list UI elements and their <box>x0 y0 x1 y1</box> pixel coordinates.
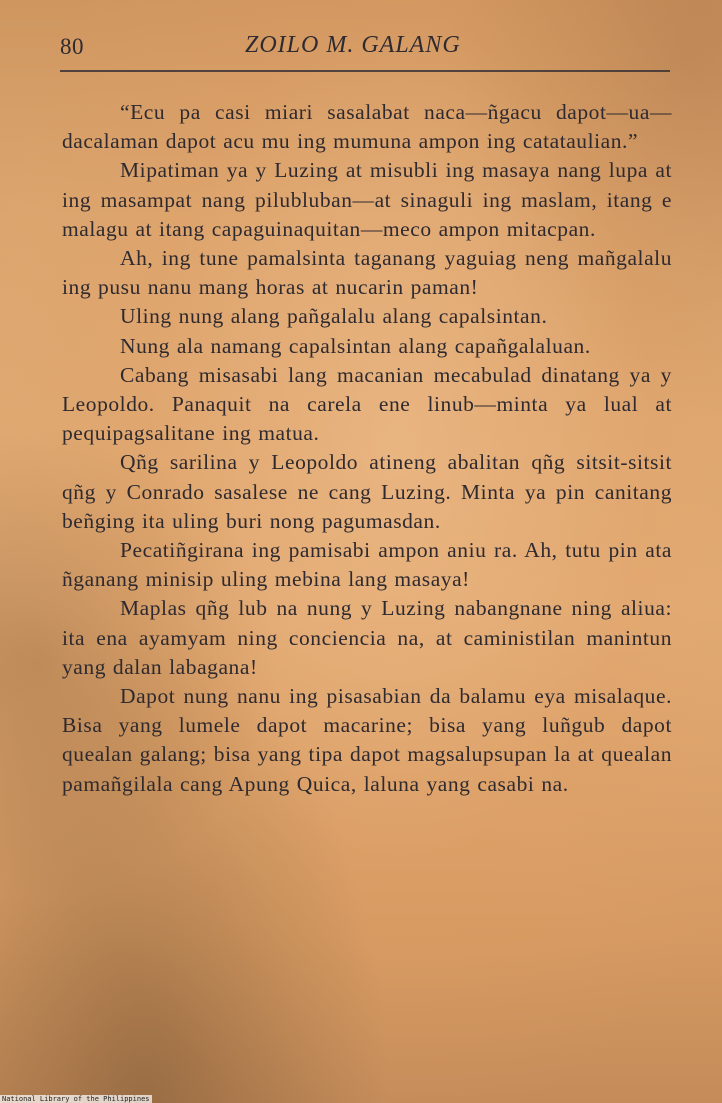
page-number: 80 <box>60 34 84 59</box>
page-header <box>60 30 670 66</box>
paragraph: Mipatiman ya y Luzing at misubli ing masaya nang lupa at ing masampat nang pilubluban—at sinaguli ing maslam, itang e malagu at itang capaguinaquitan—meco ampon mitacpan. <box>62 158 672 241</box>
paragraph: “Ecu pa casi miari sasalabat naca—ñgacu dapot—ua—dacalaman dapot acu mu ing mumuna ampon ing catataulian.” <box>62 100 672 154</box>
header-rule <box>60 70 670 72</box>
page-body <box>62 98 672 799</box>
paragraph: Dapot nung nanu ing pisasabian da balamu eya misalaque. Bisa yang lumele dapot macarine; bisa yang luñgub dapot quealan galang; bisa yang tipa dapot magsalupsupan la at quealan pamañgilala cang Apung Quica, laluna yang casabi na. <box>62 684 672 796</box>
paragraph: Pecatiñgirana ing pamisabi ampon aniu ra. Ah, tutu pin ata ñganang minisip uling mebina lang masaya! <box>62 538 672 592</box>
paragraph: Uling nung alang pañgalalu alang capalsintan. <box>120 304 548 329</box>
paragraph: Ah, ing tune pamalsinta taganang yaguiag neng mañgalalu ing pusu nanu mang horas at nucarin paman! <box>62 246 672 300</box>
running-head: ZOILO M. GALANG <box>245 32 461 58</box>
paragraph: Nung ala namang capalsintan alang capañgalaluan. <box>120 333 591 358</box>
paragraph: Maplas qñg lub na nung y Luzing nabangnane ning aliua: ita ena ayamyam ning conciencia na, at caministilan manintun yang dalan labagana! <box>62 596 672 679</box>
paragraph: Cabang misasabi lang macanian mecabulad dinatang ya y Leopoldo. Panaquit na carela ene linub—minta ya lual at pequipagsalitane ing matua. <box>62 362 672 446</box>
paragraph: Qñg sarilina y Leopoldo atineng abalitan qñg sitsit-sitsit qñg y Conrado sasalese ne cang Luzing. Minta ya pin canitang beñging ita uling buri nong pagumasdan. <box>62 450 672 533</box>
library-credit: National Library of the Philippines <box>2 1095 150 1103</box>
